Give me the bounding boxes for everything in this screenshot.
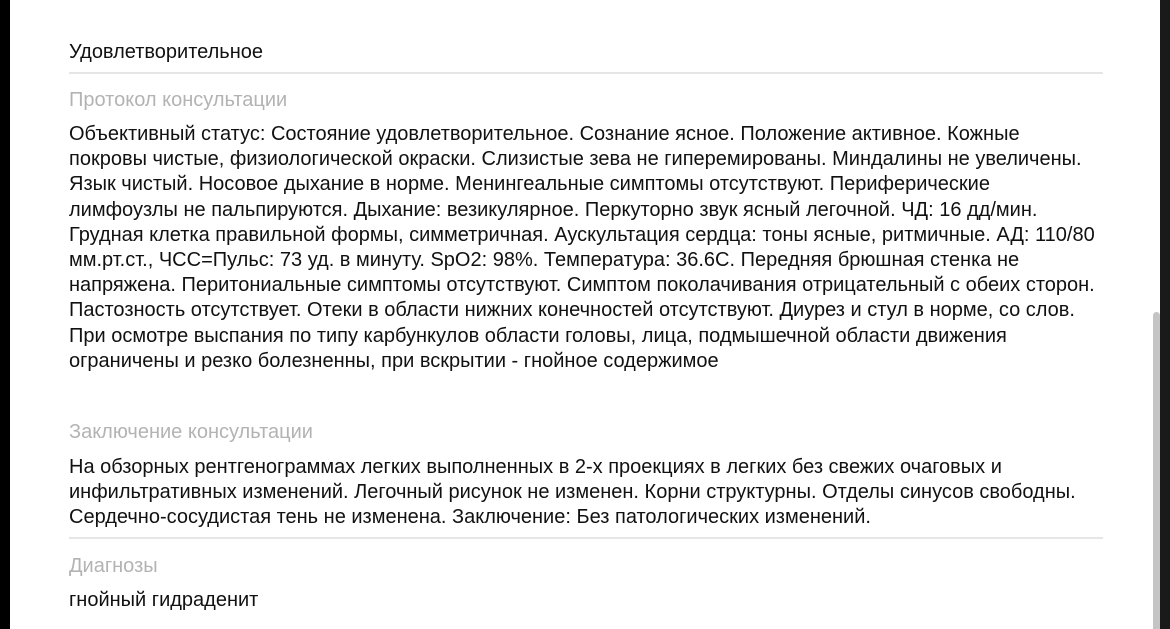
section-divider	[69, 72, 1103, 74]
section-divider	[69, 537, 1103, 539]
scrollbar-track[interactable]	[1160, 0, 1170, 629]
diagnoses-label: Диагнозы	[69, 555, 158, 577]
consultation-protocol-label: Протокол консультации	[69, 89, 288, 111]
consultation-conclusion-text: На обзорных рентгенограммах легких выполненных в 2-х проекциях в легких без свежих очаговых и инфильтративных изменений. Легочный рисунок не изменен. Корни структурны. Отделы синусов свободны. Сердечно-сосудистая тень не изменена. Заключение: Без патологических изменений.	[69, 456, 1076, 529]
consultation-protocol-text: Объективный статус: Состояние удовлетворительное. Сознание ясное. Положение активное. Кожные покровы чистые, физиологической окраски. Слизистые зева не гиперемированы. Миндалины не увеличены. Язык чистый. Носовое дыхание в норме. Менингеальные симптомы отсутствуют. Периферические лимфоузлы не пальпируются. Дыхание: везикулярное. Перкуторно звук ясный легочной. ЧД: 16 дд/мин. Грудная клетка правильной формы, симметричная. Аускультация сердца: тоны ясные, ритмичные. АД: 110/80 мм.рт.ст., ЧСС=Пульс: 73 уд. в минуту. SpO2: 98%. Температура: 36.6С. Передняя брюшная стенка не напряжена. Перитониальные симптомы отсутствуют. Симптом поколачивания отрицательный с обеих сторон. Пастозность отсутствует. Отеки в области нижних конечностей отсутствуют. Диурез и стул в норме, со слов. При осмотре выспания по типу карбункулов области головы, лица, подмышечной области движения ограничены и резко болезненны, при вскрытии - гнойное содержимое	[69, 123, 1095, 372]
general-condition-value: Удовлетворительное	[69, 41, 263, 63]
scrollbar-thumb[interactable]	[1153, 312, 1160, 629]
consultation-conclusion-label: Заключение консультации	[69, 421, 313, 443]
consultation-details-panel	[10, 0, 1160, 629]
diagnoses-value: гнойный гидраденит	[69, 589, 259, 611]
